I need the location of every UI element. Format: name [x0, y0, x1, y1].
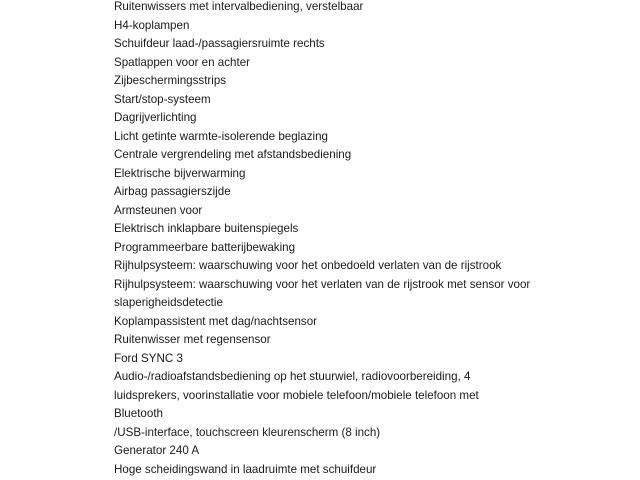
list-item: Koplampassistent met dag/nachtsensor: [114, 314, 318, 328]
list-item: Centrale vergrendeling met afstandsbediening: [114, 148, 352, 161]
list-item-continuation: luidsprekers, voorinstallatie voor mobiele telefoon/mobiele telefoon met: [114, 388, 479, 402]
list-item: Airbag passagierszijde: [114, 185, 231, 198]
list-item-continuation: /USB-interface, touchscreen kleurenscherm (8 inch): [114, 425, 381, 439]
list-item-continuation: slaperigheidsdetectie: [114, 296, 223, 309]
list-item: Elektrische bijverwarming: [114, 166, 246, 180]
list-item: Ruitenwissers met intervalbediening, verstelbaar: [114, 0, 364, 13]
list-item: Programmeerbare batterijbewaking: [114, 240, 296, 254]
list-item: Dagrijverlichting: [114, 111, 197, 124]
list-item: Audio-/radioafstandsbediening op het stuurwiel, radiovoorbereiding, 4: [114, 370, 471, 383]
list-item: Elektrisch inklapbare buitenspiegels: [114, 222, 299, 235]
list-item: Zijbeschermingsstrips: [114, 74, 227, 87]
list-item: Schuifdeur laad-/passagiersruimte rechts: [114, 37, 325, 50]
list-item: H4-koplampen: [114, 18, 190, 32]
list-item: Armsteunen voor: [114, 203, 203, 217]
list-item: Licht getinte warmte-isolerende beglazing: [114, 129, 328, 143]
list-item: Hoge scheidingswand in laadruimte met schuifdeur: [114, 462, 377, 476]
list-item-continuation: Bluetooth: [114, 407, 163, 420]
equipment-list: [114, 0, 624, 479]
list-item: Spatlappen voor en achter: [114, 55, 251, 69]
list-item: Ruitenwisser met regensensor: [114, 333, 271, 346]
list-item: Rijhulpsysteem: waarschuwing voor het verlaten van de rijstrook met sensor voor: [114, 277, 531, 291]
list-item: Start/stop-systeem: [114, 92, 211, 106]
list-item: Ford SYNC 3: [114, 351, 183, 365]
list-item: Rijhulpsysteem: waarschuwing voor het onbedoeld verlaten van de rijstrook: [114, 259, 502, 272]
list-item: Generator 240 A: [114, 444, 200, 457]
